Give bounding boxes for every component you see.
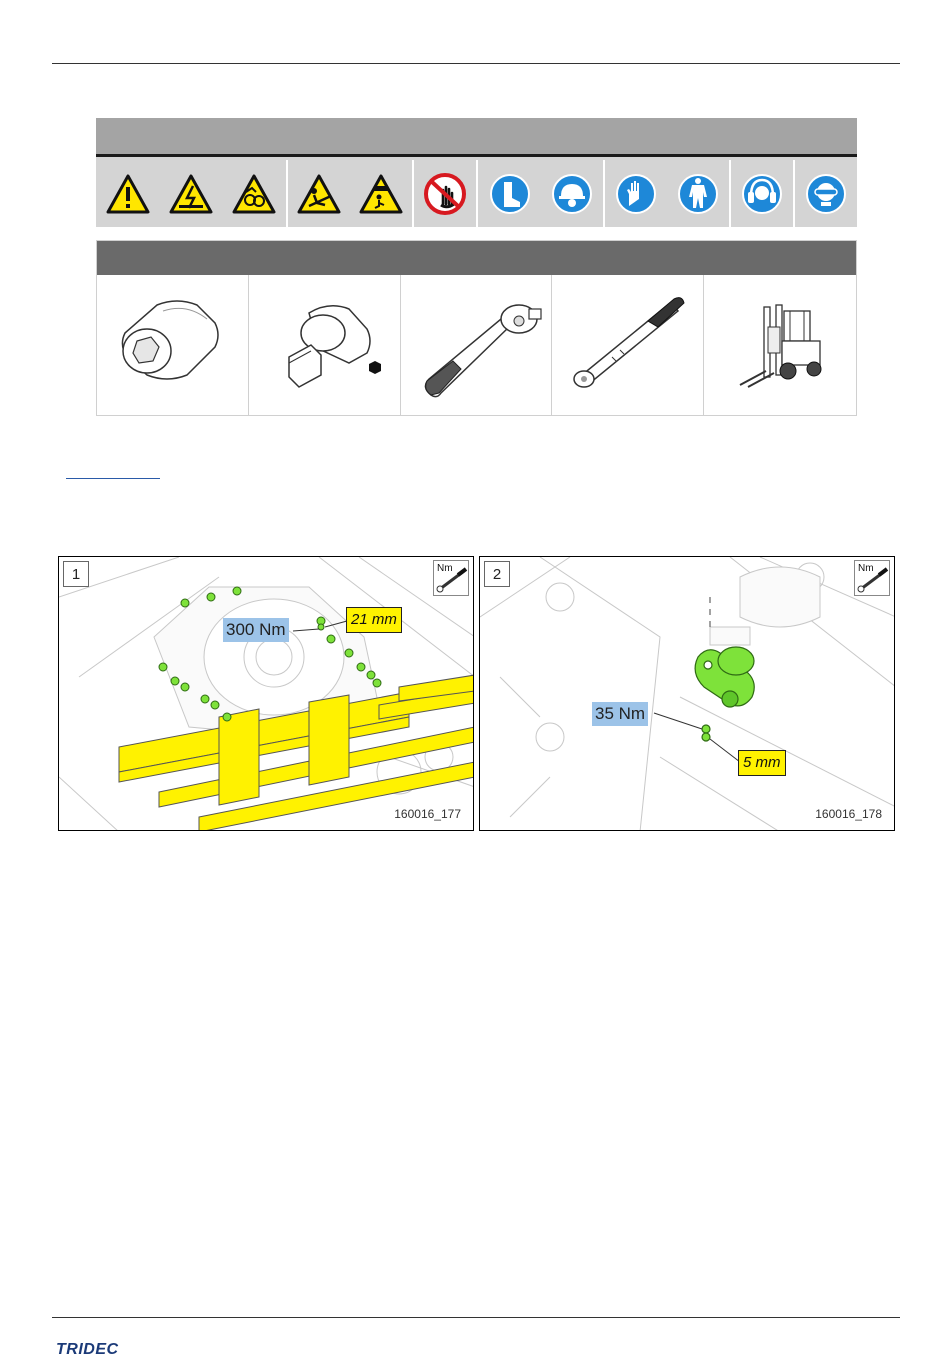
no-touch-icon	[414, 160, 476, 227]
gloves-icon	[605, 160, 667, 227]
figure-1-tool-label: Nm	[437, 563, 453, 574]
forklift-icon	[704, 275, 856, 415]
safety-panel	[96, 118, 857, 227]
overalls-icon	[667, 160, 729, 227]
figure-2-torque-label: 35 Nm	[592, 702, 648, 726]
footer-rule	[52, 1317, 900, 1318]
safety-helmet-icon	[541, 160, 603, 227]
eye-protection-icon	[795, 160, 857, 227]
safety-boots-icon	[478, 160, 541, 227]
figure-2-number: 2	[484, 561, 510, 587]
ear-protection-icon	[731, 160, 793, 227]
figure-2-illustration	[480, 557, 895, 831]
safety-icon-row	[96, 160, 857, 227]
figure-2-code: 160016_178	[815, 807, 882, 821]
figure-2-tool-label: Nm	[858, 563, 874, 574]
socket-icon	[97, 275, 249, 415]
general-warning-icon	[96, 160, 160, 227]
torque-wrench-icon	[552, 275, 704, 415]
figure-1-illustration	[59, 557, 474, 831]
figure-2-size-label: 5 mm	[738, 750, 786, 776]
crushing-hazard-icon	[288, 160, 350, 227]
figure-1-torque-label: 300 Nm	[223, 618, 289, 642]
figure-1-code: 160016_177	[394, 807, 461, 821]
entanglement-hazard-icon	[222, 160, 286, 227]
tridec-logo: TRIDEC	[56, 1341, 119, 1358]
ratchet-icon	[401, 275, 552, 415]
figure-1-torque-wrench-icon	[433, 560, 469, 596]
figure-1-number: 1	[63, 561, 89, 587]
figure-1	[58, 556, 474, 831]
hex-bit-socket-icon	[249, 275, 401, 415]
figure-1-size-label: 21 mm	[346, 607, 402, 633]
tools-panel	[96, 240, 857, 416]
safety-panel-header	[96, 118, 857, 157]
falling-load-icon	[350, 160, 412, 227]
figure-2	[479, 556, 895, 831]
header-rule	[52, 63, 900, 64]
figure-2-torque-wrench-icon	[854, 560, 890, 596]
tools-panel-header	[97, 241, 856, 275]
reference-link-underline[interactable]	[66, 478, 160, 479]
electric-hazard-icon	[160, 160, 222, 227]
